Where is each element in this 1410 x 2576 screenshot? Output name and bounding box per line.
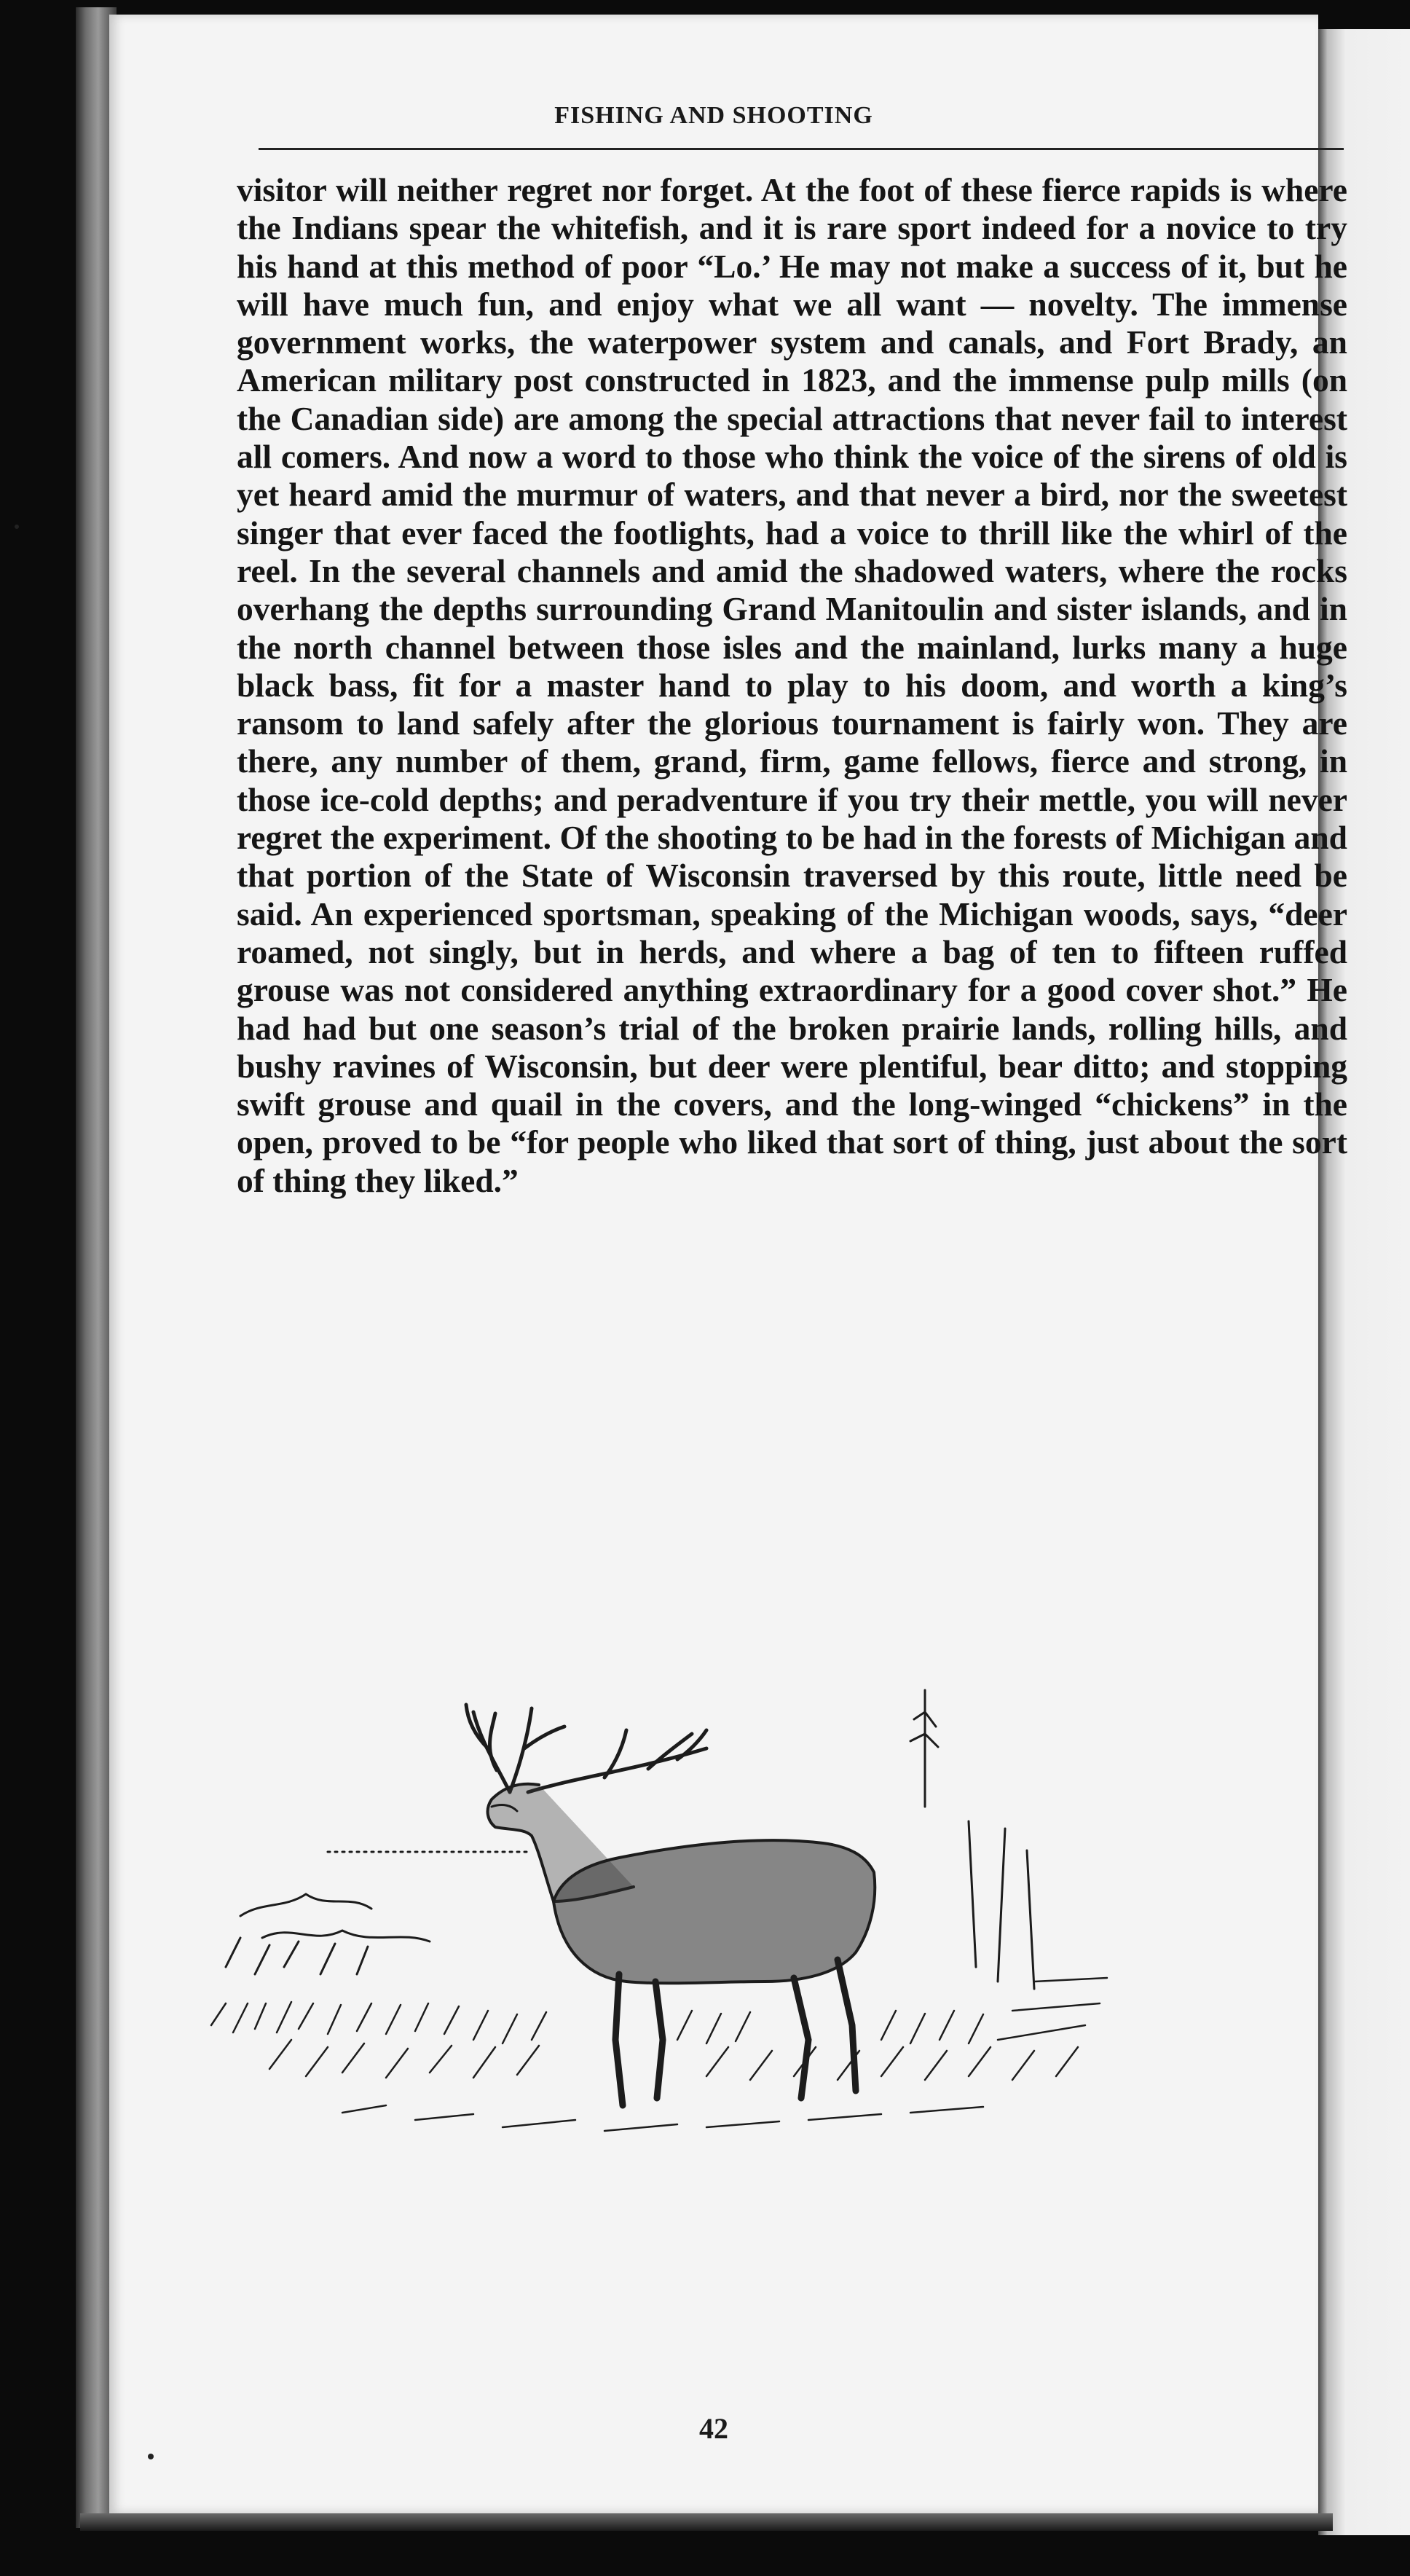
brush-left [226, 1894, 430, 1974]
ink-speck [148, 2454, 154, 2459]
elk-body [554, 1840, 875, 1983]
book-page [109, 15, 1347, 2513]
antlers [466, 1705, 706, 1792]
header-rule [259, 148, 1344, 150]
body-paragraph: visitor will neither regret nor forget. At the foot of these fierce rapids is where the Indians spear the whitefish, and it is rare sport indeed for a novice to try his hand at this method of poor “Lo.’ He may not make a success of it, but he will have much fun, and enjoy what we all want — novelty. The immense government works, the waterpower system and canals, and Fort Brady, an American military post constructed in 1823, and the immense pulp mills (on the Canadian side) are among the special attractions that never fail to interest all comers. And now a word to those who think the voice of the sirens of old is yet heard amid the murmur of waters, and that never a bird, nor the sweetest singer that ever faced the footlights, had a voice to thrill like the whirl of the reel. In the several channels and amid the shadowed waters, where the rocks overhang the depths surrounding Grand Manitoulin and sister islands, and in the north channel between those isles and the mainland, lurks many a huge black bass, fit for a master hand to play to his doom, and worth a king’s ransom to land safely after the glorious tournament is fairly won. They are there, any number of them, grand, firm, game fellows, fierce and strong, in those ice-cold depths; and peradventure if you try their mettle, you will never regret the experiment. Of the shooting to be had in the forests of Michigan and that portion of the State of Wisconsin traversed by this route, little need be said. An experienced sportsman, speaking of the Michigan woods, says, “deer roamed, not singly, but in herds, and where a bag of ten to fifteen ruffed grouse was not considered anything extraordinary for a good cover shot.” He had had but one season’s trial of the broken prairie lands, rolling hills, and bushy ravines of Wisconsin, but deer were plentiful, bear ditto; and stopping swift grouse and quail in the covers, and the long-winged “chickens” in the open, proved to be “for people who liked that sort of thing, just about the sort of thing they liked.” [237, 171, 1347, 1199]
elk-illustration [197, 1661, 1187, 2237]
page-number: 42 [699, 2412, 728, 2445]
page-bottom-shadow [80, 2513, 1333, 2531]
sapling [910, 1690, 1034, 1989]
ink-speck [15, 525, 19, 529]
running-header: FISHING AND SHOOTING [554, 102, 873, 129]
